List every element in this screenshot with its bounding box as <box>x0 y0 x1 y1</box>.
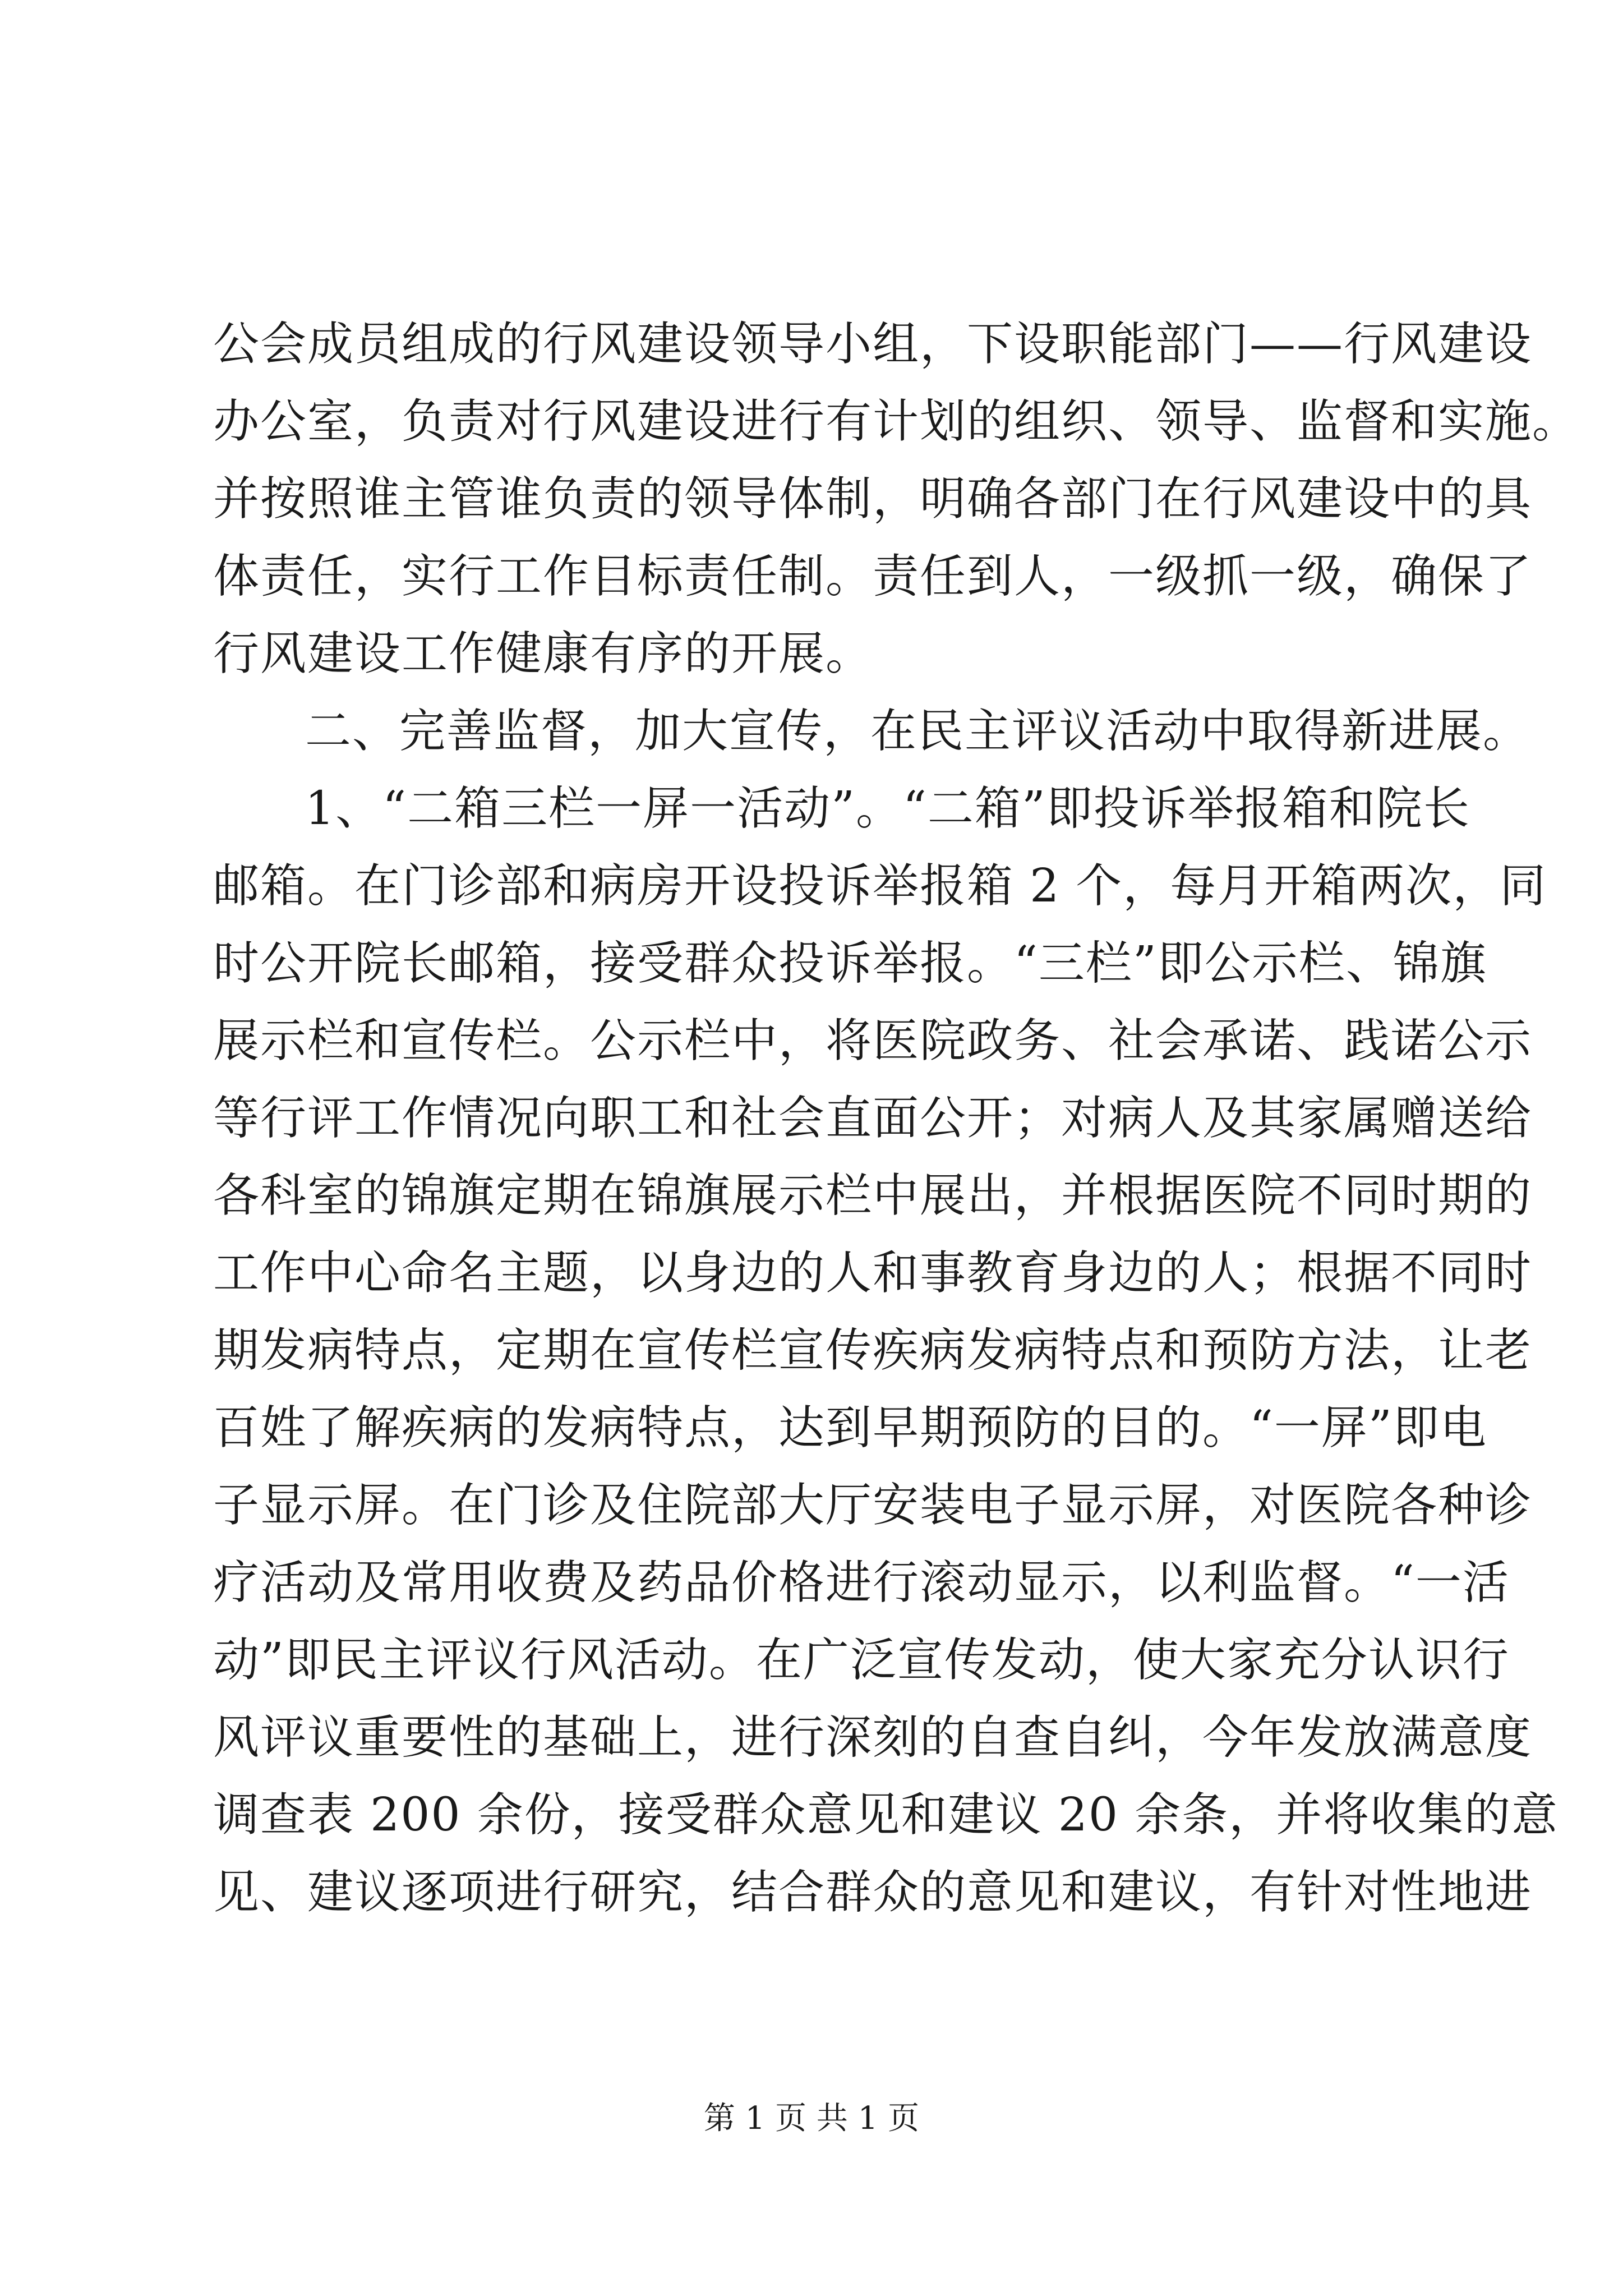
text-line: 办公室，负责对行风建设进行有计划的组织、领导、监督和实施。 <box>213 395 1580 448</box>
text-line: 子显示屏。在门诊及住院部大厅安装电子显示屏，对医院各种诊 <box>213 1479 1533 1532</box>
text-line: 行风建设工作健康有序的开展。 <box>213 627 873 680</box>
text-line: 1、“二箱三栏一屏一活动”。“二箱”即投诉举报箱和院长 <box>305 782 1470 835</box>
text-line: 各科室的锦旗定期在锦旗展示栏中展出，并根据医院不同时期的 <box>213 1169 1533 1222</box>
text-line: 百姓了解疾病的发病特点，达到早期预防的目的。“一屏”即电 <box>213 1401 1487 1455</box>
text-line: 展示栏和宣传栏。公示栏中，将医院政务、社会承诺、践诺公示 <box>213 1014 1533 1068</box>
page-footer: 第 1 页 共 1 页 <box>703 2100 920 2137</box>
text-line: 风评议重要性的基础上，进行深刻的自查自纠，今年发放满意度 <box>213 1711 1533 1764</box>
text-line: 体责任，实行工作目标责任制。责任到人，一级抓一级，确保了 <box>213 550 1533 603</box>
text-line: 期发病特点，定期在宣传栏宣传疾病发病特点和预防方法，让老 <box>213 1324 1533 1377</box>
text-line: 时公开院长邮箱，接受群众投诉举报。“三栏”即公示栏、锦旗 <box>213 937 1487 990</box>
text-line: 并按照谁主管谁负责的领导体制，明确各部门在行风建设中的具 <box>213 472 1533 526</box>
text-line: 见、建议逐项进行研究，结合群众的意见和建议，有针对性地进 <box>213 1866 1533 1919</box>
text-line: 公会成员组成的行风建设领导小组，下设职能部门——行风建设 <box>213 318 1533 371</box>
text-line: 邮箱。在门诊部和病房开设投诉举报箱 2 个，每月开箱两次，同 <box>213 859 1547 913</box>
text-line: 调查表 200 余份，接受群众意见和建议 20 余条，并将收集的意 <box>213 1788 1559 1842</box>
text-line: 等行评工作情况向职工和社会直面公开；对病人及其家属赠送给 <box>213 1092 1533 1145</box>
text-line: 动”即民主评议行风活动。在广泛宣传发动，使大家充分认识行 <box>213 1634 1510 1687</box>
document-body <box>213 306 1580 1931</box>
text-line: 疗活动及常用收费及药品价格进行滚动显示，以利监督。“一活 <box>213 1556 1510 1609</box>
section-heading: 二、完善监督，加大宣传，在民主评议活动中取得新进展。 <box>305 705 1530 758</box>
text-line: 工作中心命名主题，以身边的人和事教育身边的人；根据不同时 <box>213 1246 1533 1300</box>
